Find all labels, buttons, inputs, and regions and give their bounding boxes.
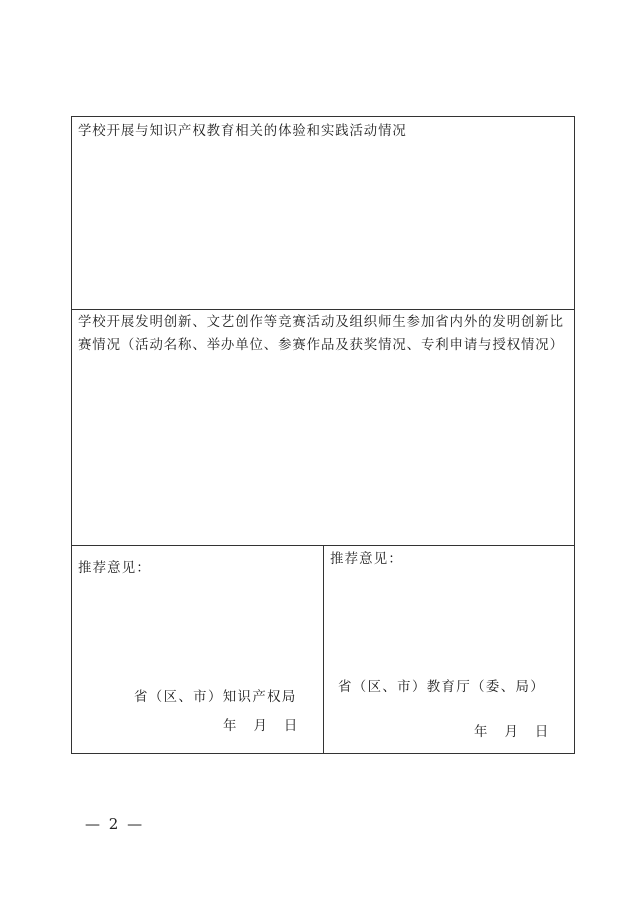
- recommendation-section: [72, 546, 574, 753]
- ip-office-recommendation-title: 推荐意见：: [78, 561, 151, 576]
- recommendation-form-table: [71, 116, 575, 754]
- experience-activities-section: [72, 117, 574, 310]
- education-dept-recommendation-cell: [324, 546, 574, 753]
- ip-office-date: 年 月 日: [223, 719, 299, 734]
- education-dept-name: 省（区、市）教育厅（委、局）: [338, 680, 546, 695]
- education-dept-recommendation-title: 推荐意见：: [330, 552, 403, 567]
- ip-office-recommendation-cell: [72, 546, 324, 753]
- competition-activities-label: 学校开展发明创新、文艺创作等竞赛活动及组织师生参加省内外的发明创新比赛情况（活动名称、举办单位、参赛作品及获奖情况、专利申请与授权情况）: [78, 315, 564, 353]
- ip-office-name: 省（区、市）知识产权局: [134, 690, 297, 705]
- experience-activities-label: 学校开展与知识产权教育相关的体验和实践活动情况: [78, 124, 407, 139]
- competition-activities-section: [72, 310, 574, 546]
- page-number: — 2 —: [85, 815, 145, 833]
- education-dept-date: 年 月 日: [474, 725, 550, 740]
